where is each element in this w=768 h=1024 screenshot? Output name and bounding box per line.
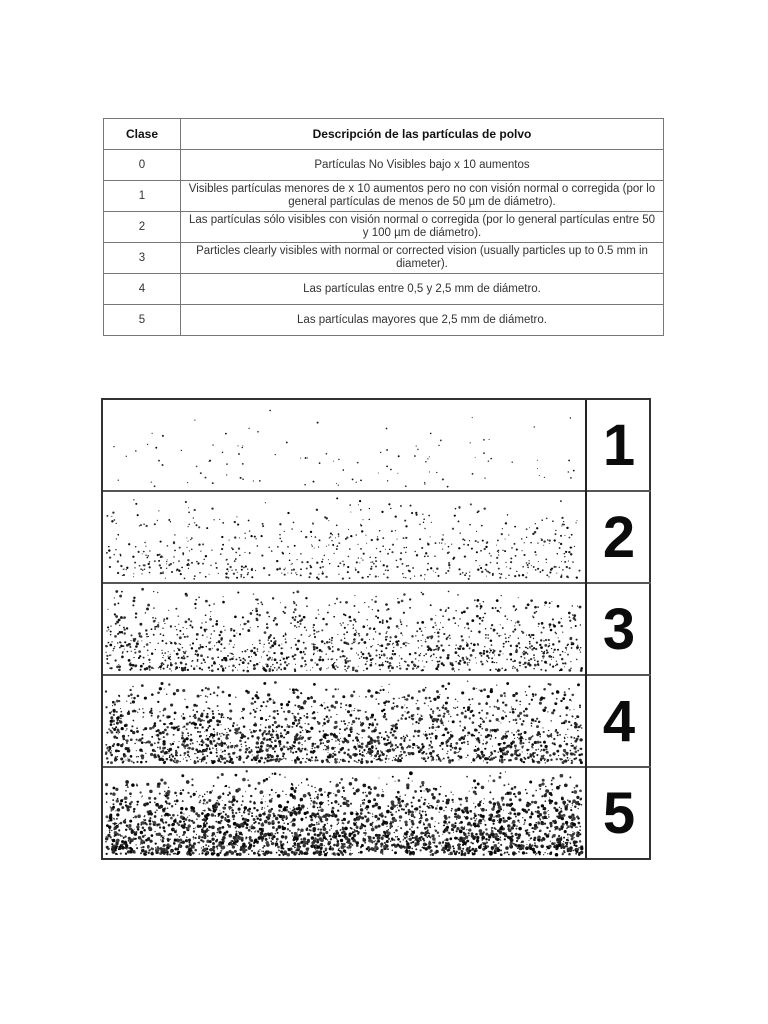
cell-descripcion: Las partículas sólo visibles con visión normal o corregida (por lo general partículas entre 50 y 100 µm de diámetro). <box>181 212 664 243</box>
cell-clase: 5 <box>104 305 181 336</box>
particle-band-5 <box>103 768 585 858</box>
cell-descripcion: Las partículas mayores que 2,5 mm de diámetro. <box>181 305 664 336</box>
particle-pattern-2 <box>103 492 585 582</box>
table-row <box>104 274 664 305</box>
particle-band-1 <box>103 400 585 492</box>
cell-clase: 4 <box>104 274 181 305</box>
dust-reference-chart <box>101 398 651 860</box>
cell-clase: 1 <box>104 181 181 212</box>
class-number-column <box>585 400 651 858</box>
table-row <box>104 305 664 336</box>
particle-pattern-1 <box>103 400 585 490</box>
particle-pattern-3 <box>103 584 585 674</box>
particle-band-4 <box>103 676 585 768</box>
class-number-3: 3 <box>587 584 651 676</box>
particle-band-2 <box>103 492 585 584</box>
header-descripcion: Descripción de las partículas de polvo <box>181 119 664 150</box>
cell-descripcion: Partículas No Visibles bajo x 10 aumentos <box>181 150 664 181</box>
table-row <box>104 150 664 181</box>
particle-pattern-5 <box>103 768 585 858</box>
table-row <box>104 243 664 274</box>
table-header-row <box>104 119 664 150</box>
cell-clase: 2 <box>104 212 181 243</box>
class-number-4: 4 <box>587 676 651 768</box>
table-row <box>104 212 664 243</box>
cell-clase: 0 <box>104 150 181 181</box>
class-number-2: 2 <box>587 492 651 584</box>
header-clase: Clase <box>104 119 181 150</box>
cell-descripcion: Particles clearly visibles with normal or corrected vision (usually particles up to 0.5 mm in diameter). <box>181 243 664 274</box>
cell-descripcion: Visibles partículas menores de x 10 aumentos pero no con visión normal o corregida (por lo general partículas de menos de 50 µm de diámetro). <box>181 181 664 212</box>
class-number-5: 5 <box>602 780 636 846</box>
particle-pattern-4 <box>103 676 585 766</box>
class-number-1: 1 <box>587 400 651 492</box>
cell-descripcion: Las partículas entre 0,5 y 2,5 mm de diámetro. <box>181 274 664 305</box>
cell-clase: 3 <box>104 243 181 274</box>
particle-band-3 <box>103 584 585 676</box>
dust-class-table <box>103 118 664 336</box>
table-row <box>104 181 664 212</box>
